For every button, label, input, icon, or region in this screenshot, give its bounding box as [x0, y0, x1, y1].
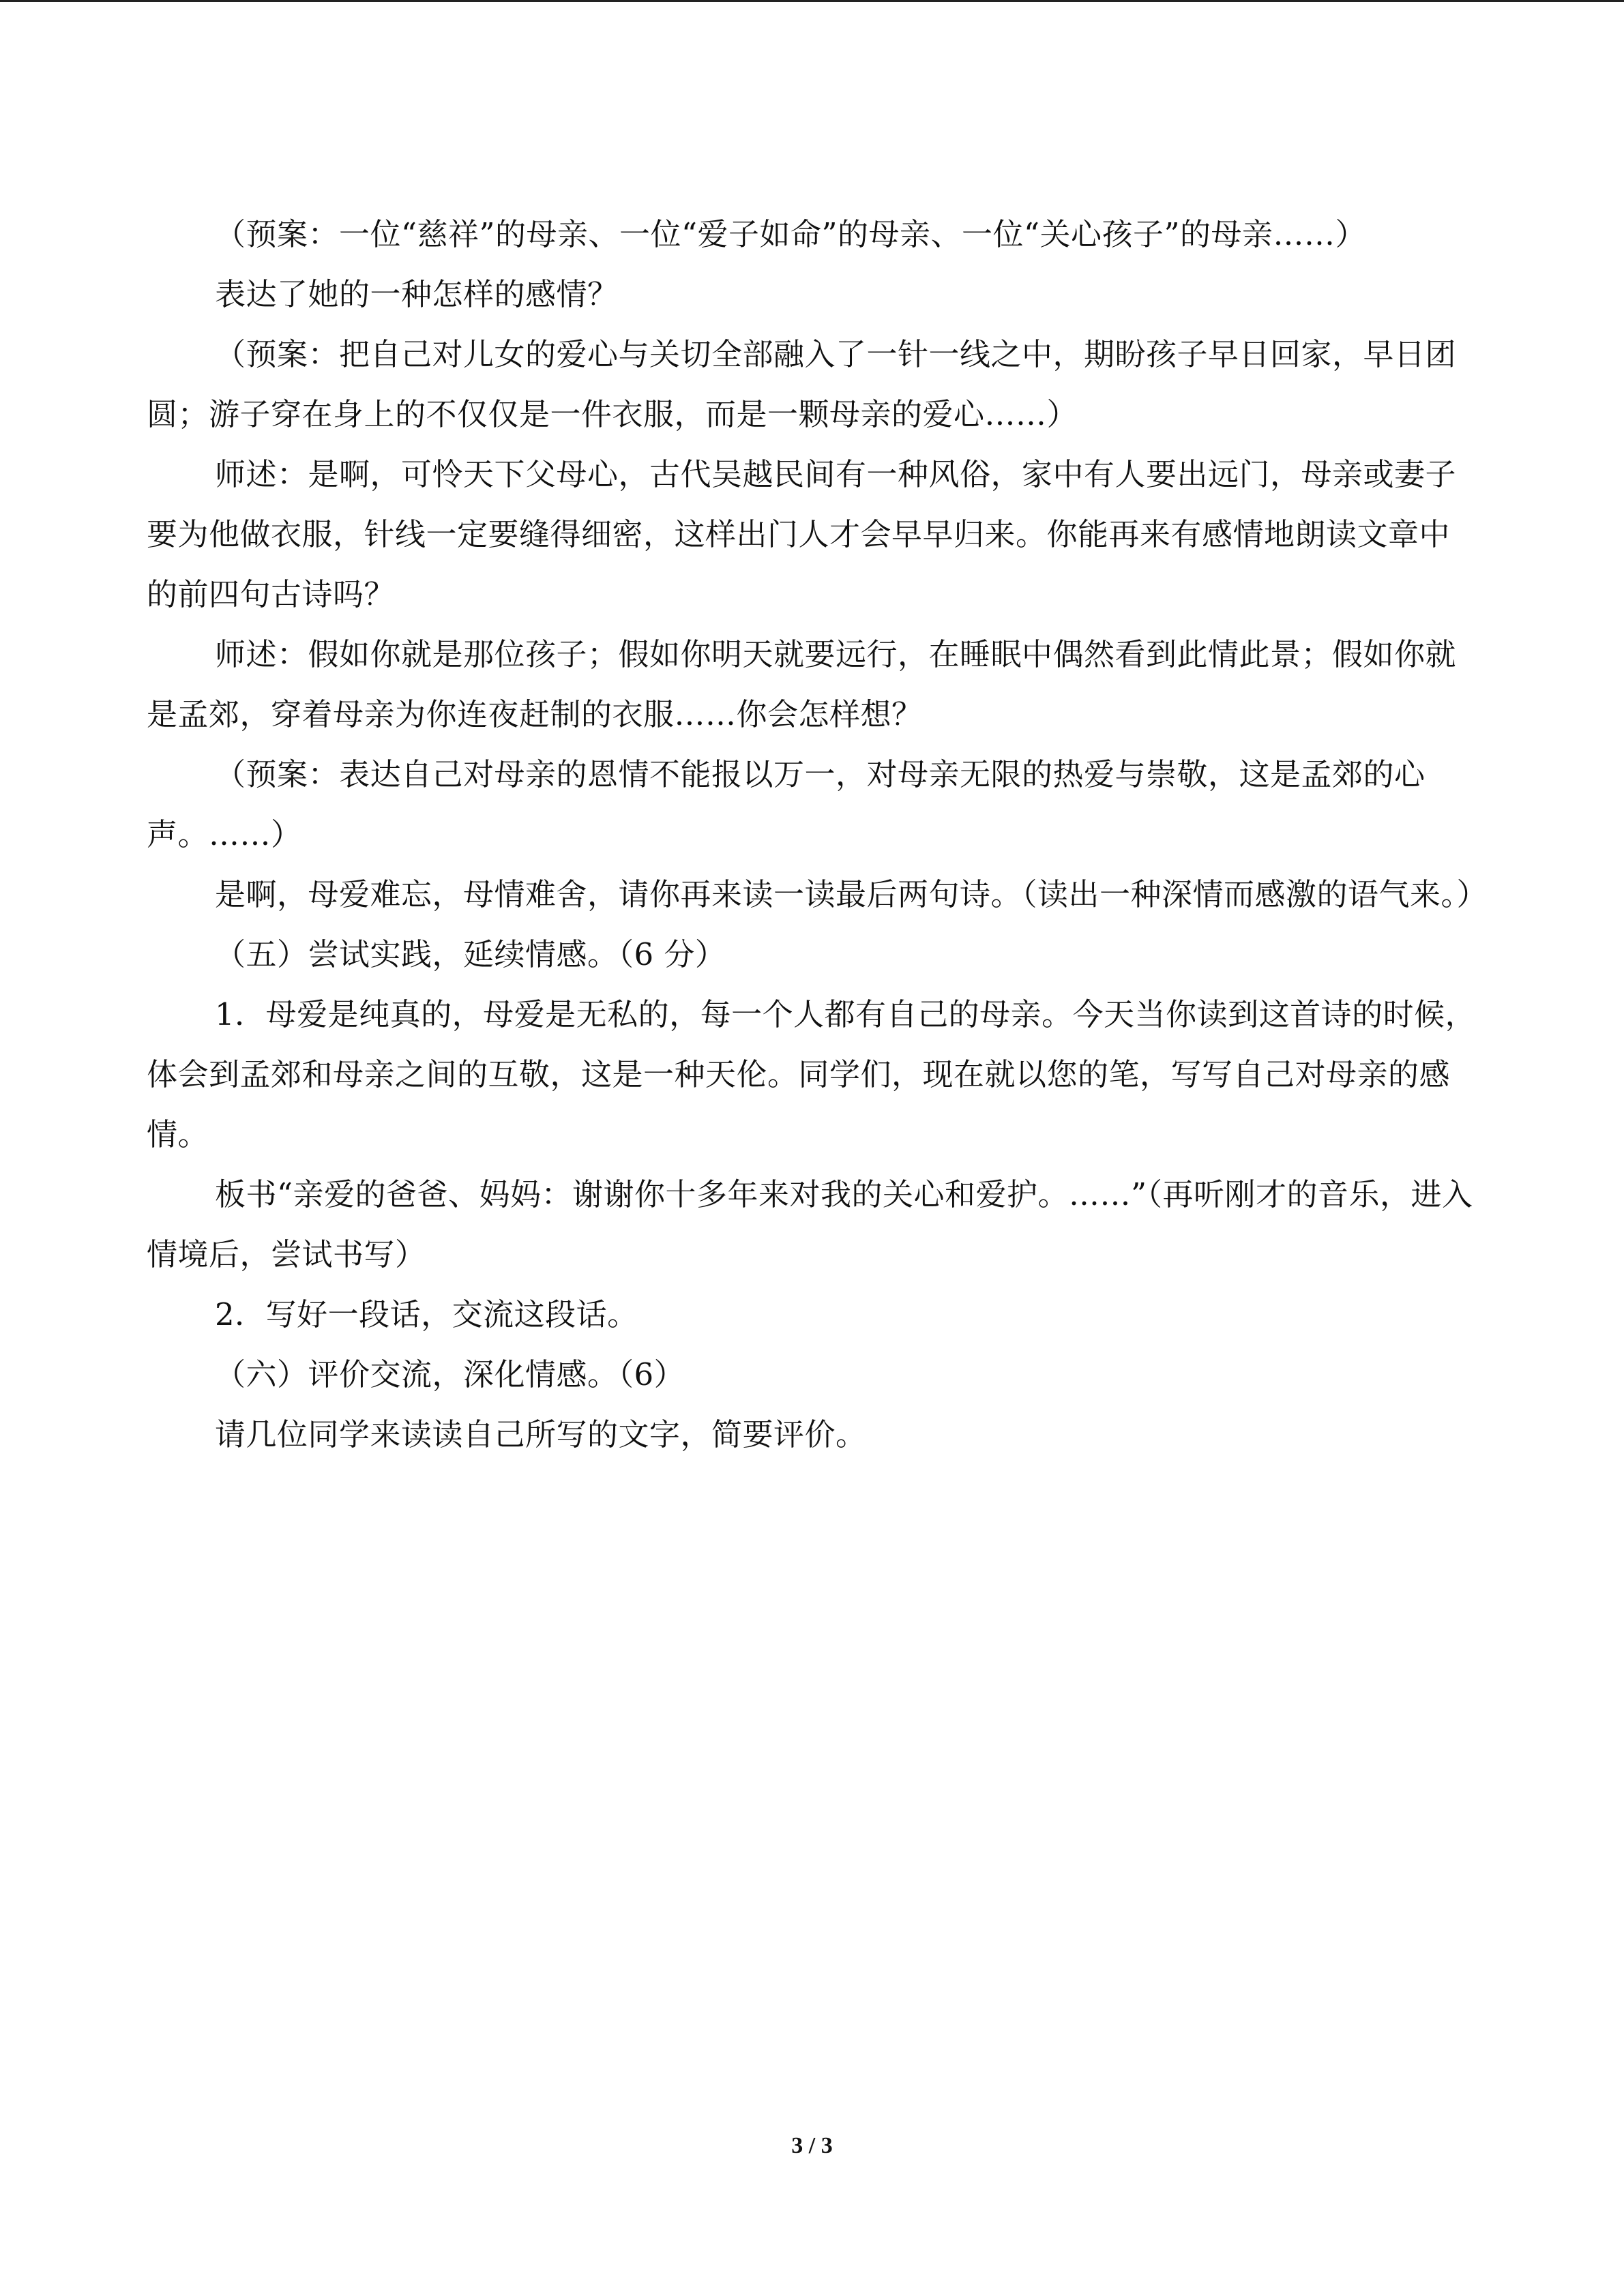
- paragraph-answer-gratitude: （预案：表达自己对母亲的恩情不能报以万一，对母亲无限的热爱与崇敬，这是孟郊的心声。……）: [147, 756, 1426, 852]
- paragraph-answer-kind-mother: （预案：一位“慈祥”的母亲、一位“爱子如命”的母亲、一位“关心孩子”的母亲……）: [215, 216, 1367, 252]
- paragraph-teacher-custom: 师述：是啊，可怜天下父母心，古代吴越民间有一种风俗，家中有人要出远门，母亲或妻子要为他做衣服，针线一定要缝得细密，这样出门人才会早早归来。你能再来有感情地朗读文章中的前四句古诗吗？: [147, 456, 1457, 612]
- document-body: [147, 205, 1488, 1465]
- section-heading-five: （五）尝试实践，延续情感。（6 分）: [215, 936, 726, 972]
- paragraph-answer-love: （预案：把自己对儿女的爱心与关切全部融入了一针一线之中，期盼孩子早日回家，早日团圆；游子穿在身上的不仅仅是一件衣服，而是一颗母亲的爱心……）: [147, 336, 1457, 432]
- page-number: 3 / 3: [791, 2133, 833, 2158]
- page-top-border: [0, 0, 1624, 2]
- paragraph-item-one: 1．母爱是纯真的，母爱是无私的，每一个人都有自己的母亲。今天当你读到这首诗的时候，体会到孟郊和母亲之间的互敬，这是一种天伦。同学们，现在就以您的笔，写写自己对母亲的感情。: [147, 996, 1477, 1152]
- paragraph-evaluation: 请几位同学来读读自己所写的文字，简要评价。: [215, 1416, 867, 1452]
- paragraph-question-feeling: 表达了她的一种怎样的感情？: [215, 276, 619, 312]
- paragraph-read-last-lines: 是啊，母爱难忘，母情难舍，请你再来读一读最后两句诗。（读出一种深情而感激的语气来。）: [215, 876, 1488, 912]
- paragraph-teacher-imagine: 师述：假如你就是那位孩子；假如你明天就要远行，在睡眠中偶然看到此情此景；假如你就是孟郊，穿着母亲为你连夜赶制的衣服……你会怎样想？: [147, 636, 1457, 732]
- section-heading-six: （六）评价交流，深化情感。（6）: [215, 1356, 685, 1392]
- paragraph-item-two: 2．写好一段话，交流这段话。: [215, 1296, 638, 1332]
- paragraph-blackboard: 板书“亲爱的爸爸、妈妈：谢谢你十多年来对我的关心和爱护。……”（再听刚才的音乐，进入情境后，尝试书写）: [147, 1176, 1473, 1272]
